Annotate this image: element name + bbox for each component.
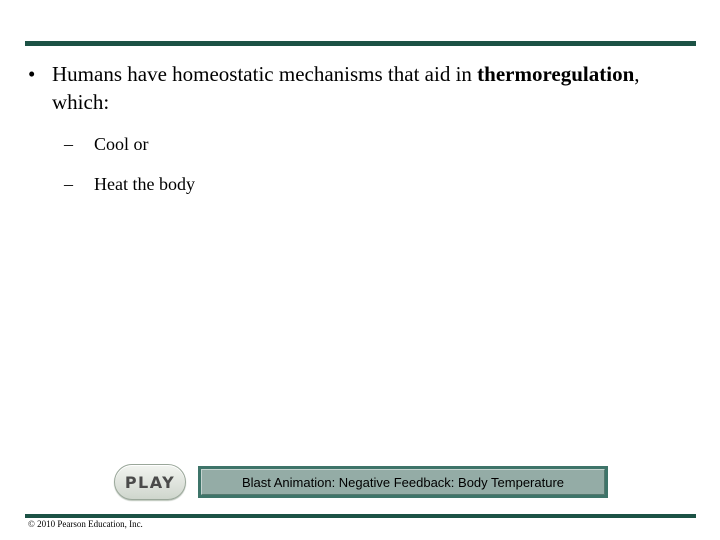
sub-bullet-cool — [64, 133, 149, 155]
bottom-divider — [25, 514, 696, 518]
bullet-text-end: , which: — [52, 62, 640, 114]
sub-bullet-marker: – — [64, 174, 73, 194]
sub-bullet-text: Heat the body — [94, 174, 195, 194]
main-bullet-text — [52, 60, 668, 116]
bullet-text-start: Humans have homeostatic mechanisms that aid in — [52, 62, 478, 86]
main-bullet — [28, 60, 668, 116]
sub-bullet-text: Cool or — [94, 134, 149, 154]
copyright-text: © 2010 Pearson Education, Inc. — [28, 519, 143, 529]
animation-link-label: Blast Animation: Negative Feedback: Body Temperature — [201, 469, 605, 495]
play-button[interactable]: PLAY — [114, 464, 186, 500]
bullet-marker: • — [28, 62, 36, 86]
sub-bullet-heat — [64, 173, 195, 195]
animation-link-button[interactable] — [198, 466, 608, 498]
sub-bullet-marker: – — [64, 134, 73, 154]
top-divider — [25, 41, 696, 46]
bullet-text-bold: thermoregulation — [477, 62, 635, 86]
